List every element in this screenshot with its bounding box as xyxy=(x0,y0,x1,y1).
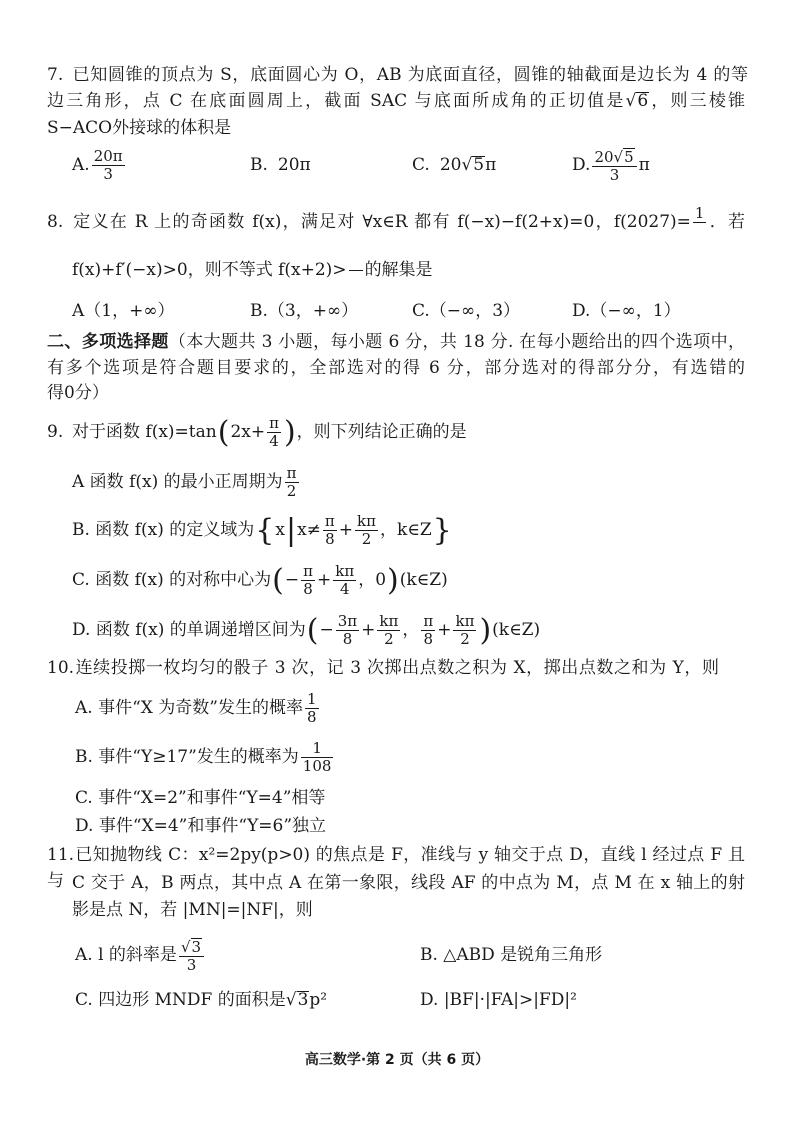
fraction-denominator: 2 xyxy=(286,482,297,500)
option-text: C.（−∞，3） xyxy=(412,301,521,321)
fraction-numerator xyxy=(592,148,636,167)
fraction xyxy=(267,415,281,450)
stem-text: 连续投掷一枚均匀的骰子 3 次，记 3 次掷出点数之积为 X，掷出点数之和为 Y，则 xyxy=(75,658,719,678)
q10-option-a xyxy=(75,690,321,726)
square-root xyxy=(461,155,485,175)
question-number: 7. xyxy=(47,65,64,85)
q9-option-d xyxy=(72,612,541,648)
q9-option-a xyxy=(72,464,301,500)
option-text: A（1，+∞） xyxy=(72,301,175,321)
q8-option-d xyxy=(572,298,681,324)
page-footer: 高三数学·第 2 页（共 6 页） xyxy=(304,1052,490,1068)
radical-sign: √ xyxy=(625,91,637,111)
right-parenthesis: ) xyxy=(283,414,296,450)
radicand: 6 xyxy=(637,91,649,111)
math-text: x≠ xyxy=(297,520,321,540)
math-text: + xyxy=(338,520,354,540)
option-text: D.（−∞，1） xyxy=(572,301,681,321)
q9-option-c xyxy=(72,562,448,598)
option-label: C. xyxy=(412,155,430,175)
stem-text: ，则三棱锥 xyxy=(649,91,745,111)
stem-text: 定义在 R 上的奇函数 f(x)，满足对 ∀x∈R 都有 f(−x)−f(2+x)=0，f(2027)= xyxy=(72,212,691,232)
fraction-numerator: kπ xyxy=(379,612,399,630)
question-number: 10. xyxy=(47,658,75,678)
fraction-numerator: π xyxy=(269,414,279,432)
fraction-numerator: kπ xyxy=(335,562,355,580)
right-brace: } xyxy=(432,512,452,548)
option-text: B. 事件“Y≥17”发生的概率为 xyxy=(75,747,299,767)
fraction xyxy=(377,613,400,648)
stem-text: f(x)+f′(−x)>0，则不等式 f(x+2)> xyxy=(72,260,347,280)
fraction-numerator: 1 xyxy=(694,204,705,222)
q10-option-b xyxy=(75,739,335,775)
math-text: π xyxy=(485,155,497,175)
radical-sign: √ xyxy=(180,937,191,956)
option-text: C. 函数 f(x) 的对称中心为 xyxy=(72,570,272,590)
fraction xyxy=(693,205,707,240)
fraction-numerator xyxy=(179,938,204,957)
math-text: − xyxy=(284,570,300,590)
q7-line-2 xyxy=(47,88,745,114)
math-text: ， xyxy=(402,620,420,640)
left-parenthesis: ( xyxy=(272,562,284,598)
radical-sign: √ xyxy=(285,990,297,1010)
fraction-denominator: 8 xyxy=(306,708,317,726)
fraction xyxy=(285,465,299,500)
option-label: B. xyxy=(250,155,268,175)
fraction-numerator: π xyxy=(303,562,313,580)
math-text: + xyxy=(317,570,332,590)
option-text: B. △ABD 是锐角三角形 xyxy=(420,945,603,965)
q11-option-a xyxy=(75,937,206,974)
fraction-numerator: 1 xyxy=(301,740,334,758)
radicand: 5 xyxy=(473,155,485,175)
stem-text: 的解集是 xyxy=(364,260,433,280)
fraction-numerator: kπ xyxy=(357,512,376,530)
fraction-numerator: 20π xyxy=(93,147,123,165)
stem-text: S−ACO外接球的体积是 xyxy=(47,118,232,138)
fraction-numerator: π xyxy=(324,512,335,530)
option-label: D. xyxy=(572,155,591,175)
option-label: A. xyxy=(72,155,90,175)
math-text: + xyxy=(437,620,452,640)
square-root xyxy=(286,990,310,1010)
math-text: ，k∈Z xyxy=(379,520,432,540)
fraction xyxy=(301,563,315,598)
q9-option-b xyxy=(72,512,453,548)
fraction-denominator: 8 xyxy=(325,530,335,548)
q7-option-c xyxy=(412,152,496,178)
fraction xyxy=(336,613,359,648)
q7-option-d xyxy=(572,147,650,184)
option-text: C. 事件“X=2”和事件“Y=4”相等 xyxy=(75,788,326,808)
fraction xyxy=(92,148,125,183)
q10-option-c xyxy=(75,785,325,811)
math-text: − xyxy=(319,620,334,640)
stem-text: ．若 xyxy=(708,212,745,232)
square-root xyxy=(614,148,635,166)
fraction-denominator: 108 xyxy=(302,757,332,775)
q7-option-a xyxy=(72,147,127,183)
q7-line-3 xyxy=(47,115,231,141)
option-text: A. 事件“X 为奇数”发生的概率 xyxy=(75,698,303,718)
fraction xyxy=(355,513,378,548)
section-2-line-1 xyxy=(47,329,745,355)
fraction xyxy=(305,691,319,726)
option-text: D. 事件“X=4”和事件“Y=6”独立 xyxy=(75,816,327,836)
math-text: p² xyxy=(309,990,328,1010)
stem-text: 已知圆锥的顶点为 S，底面圆心为 O，AB 为底面直径，圆锥的轴截面是边长为 4 的等 xyxy=(72,65,748,85)
fraction xyxy=(301,740,334,775)
fraction xyxy=(179,938,204,974)
stem-text: 影是点 N，若 |MN|=|NF|，则 xyxy=(72,900,313,920)
coefficient: 20 xyxy=(439,155,462,175)
math-text: (k∈Z) xyxy=(492,620,541,640)
option-text: D. |BF|·|FA|>|FD|² xyxy=(420,990,577,1010)
radicand: 3 xyxy=(297,990,309,1010)
radical-sign: √ xyxy=(461,155,473,175)
q10-stem xyxy=(47,655,719,681)
q8-option-b xyxy=(250,298,358,324)
fraction-denominator: 2 xyxy=(361,530,372,548)
fraction-denominator: 2 xyxy=(460,630,470,648)
option-text: D. 函数 f(x) 的单调递增区间为 xyxy=(72,620,306,640)
option-text: A. l 的斜率是 xyxy=(75,945,177,965)
left-parenthesis: ( xyxy=(306,612,319,648)
stem-text: 已知抛物线 C：x²=2py(p>0) 的焦点是 F，准线与 y 轴交于点 D，直线 l 经过点 F 且与 xyxy=(47,845,745,891)
square-root xyxy=(181,938,202,956)
option-text: B. 函数 f(x) 的定义域为 xyxy=(72,520,255,540)
fraction-numerator: π xyxy=(286,464,297,482)
fraction-numerator: 1 xyxy=(306,690,317,708)
fraction xyxy=(453,613,476,648)
q11-option-d xyxy=(420,987,577,1013)
q8-option-a xyxy=(72,298,175,324)
fraction-denominator: 2 xyxy=(384,630,394,648)
right-parenthesis: ) xyxy=(387,562,399,598)
fraction xyxy=(333,563,356,598)
q8-line-2 xyxy=(72,257,433,283)
fraction-denominator: 3 xyxy=(609,165,620,184)
question-number: 8. xyxy=(47,212,64,232)
q7-option-b xyxy=(250,152,311,178)
section-title: 二、多项选择题 xyxy=(47,332,169,352)
math-text: x xyxy=(275,520,285,540)
square-root xyxy=(626,91,650,111)
section-2-line-2 xyxy=(47,355,745,381)
fraction-denominator: 4 xyxy=(339,580,350,598)
q8-line-1 xyxy=(47,204,745,235)
q11-line-2 xyxy=(72,870,745,896)
radicand: 5 xyxy=(624,147,634,166)
fraction-denominator: 4 xyxy=(269,432,279,450)
left-parenthesis: ( xyxy=(217,414,230,450)
left-brace: { xyxy=(255,512,275,548)
fraction-denominator: 3 xyxy=(186,955,197,974)
fraction xyxy=(421,613,435,648)
math-text: + xyxy=(361,620,376,640)
fraction xyxy=(592,148,636,184)
option-text: B.（3，+∞） xyxy=(250,301,359,321)
math-text: π xyxy=(638,155,650,175)
section-instructions: （本大题共 3 小题，每小题 6 分，共 18 分. 在每小题给出的四个选项中， xyxy=(168,332,746,352)
fraction-bar xyxy=(349,270,363,271)
question-number: 11. xyxy=(47,845,75,865)
q10-option-d xyxy=(75,813,326,839)
right-parenthesis: ) xyxy=(479,612,492,648)
q11-option-c xyxy=(75,987,327,1013)
option-text: A 函数 f(x) 的最小正周期为 xyxy=(72,472,283,492)
option-text: C. 四边形 MNDF 的面积是 xyxy=(75,990,286,1010)
fraction-denominator: 8 xyxy=(423,630,434,648)
fraction-numerator: 3π xyxy=(337,612,358,630)
vertical-bar: | xyxy=(285,512,297,548)
stem-text: 边三角形，点 C 在底面圆周上，截面 SAC 与底面所成角的正切值是 xyxy=(47,91,626,111)
fraction-denominator: 8 xyxy=(342,630,353,648)
section-2-line-3 xyxy=(47,380,109,406)
q11-option-b xyxy=(420,942,602,968)
math-text: 2x+ xyxy=(230,422,266,442)
fraction-numerator: π xyxy=(423,612,434,630)
stem-text: 对于函数 f(x)=tan xyxy=(72,422,217,442)
section-instructions: 得0分） xyxy=(47,383,109,403)
section-instructions: 有多个选项是符合题目要求的，全部选对的得 6 分，部分选对的得部分分，有选错的 xyxy=(47,358,745,378)
option-value: 20π xyxy=(277,155,311,175)
fraction-denominator xyxy=(693,223,707,240)
q9-stem xyxy=(47,414,467,450)
radicand: 3 xyxy=(191,937,202,956)
coefficient: 20 xyxy=(594,147,614,166)
q7-line-1 xyxy=(47,62,748,88)
fraction xyxy=(323,513,337,548)
fraction-denominator: 3 xyxy=(103,165,113,183)
stem-text: C 交于 A，B 两点，其中点 A 在第一象限，线段 AF 的中点为 M，点 M 在 x 轴上的射 xyxy=(72,873,745,893)
math-text: (k∈Z) xyxy=(399,570,448,590)
fraction-denominator: 8 xyxy=(303,580,313,598)
q8-option-c xyxy=(412,298,520,324)
stem-text: ，则下列结论正确的是 xyxy=(296,422,467,442)
q11-line-3 xyxy=(72,897,313,923)
fraction-numerator: kπ xyxy=(455,612,475,630)
math-text: ，0 xyxy=(358,570,387,590)
question-number: 9. xyxy=(47,422,64,442)
radical-sign: √ xyxy=(613,147,624,166)
